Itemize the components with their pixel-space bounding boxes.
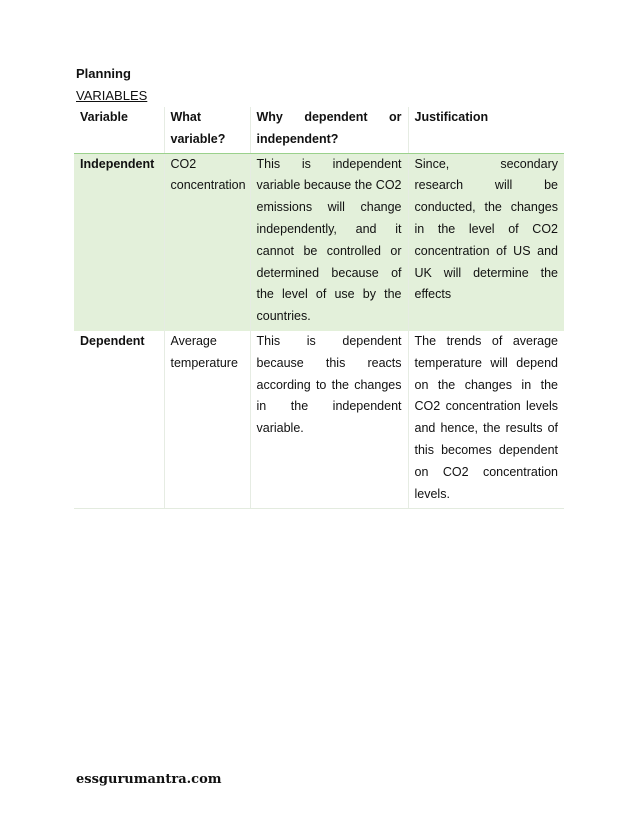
header-justification: Justification: [408, 107, 564, 153]
row-variable-cell: Dependent: [74, 331, 164, 509]
row-justification-cell: Since, secondary research will be conducted, the changes in the level of CO2 concentration of US and UK will determine the effects: [408, 153, 564, 331]
header-what-variable: What variable?: [164, 107, 250, 153]
variables-table: [74, 107, 564, 509]
row-justification-cell: The trends of average temperature will depend on the changes in the CO2 concentration levels and hence, the results of this becomes dependent on CO2 concentration levels.: [408, 331, 564, 509]
row-what-cell: CO2 concentration: [164, 153, 250, 331]
header-why: Why dependent or independent?: [250, 107, 408, 153]
header-variable: Variable: [74, 107, 164, 153]
footer-watermark: essgurumantra.com: [76, 772, 222, 787]
row-why-cell: This is dependent because this reacts according to the changes in the independent variable.: [250, 331, 408, 509]
row-why-cell: This is independent variable because the CO2 emissions will change independently, and it cannot be controlled or determined because of the level of use by the countries.: [250, 153, 408, 331]
row-what-cell: Average temperature: [164, 331, 250, 509]
table-row: [74, 331, 564, 509]
section-subheading: VARIABLES: [76, 88, 148, 103]
section-heading: Planning: [76, 66, 131, 81]
table-row: [74, 153, 564, 331]
row-variable-cell: Independent: [74, 153, 164, 331]
table-header-row: [74, 107, 564, 153]
